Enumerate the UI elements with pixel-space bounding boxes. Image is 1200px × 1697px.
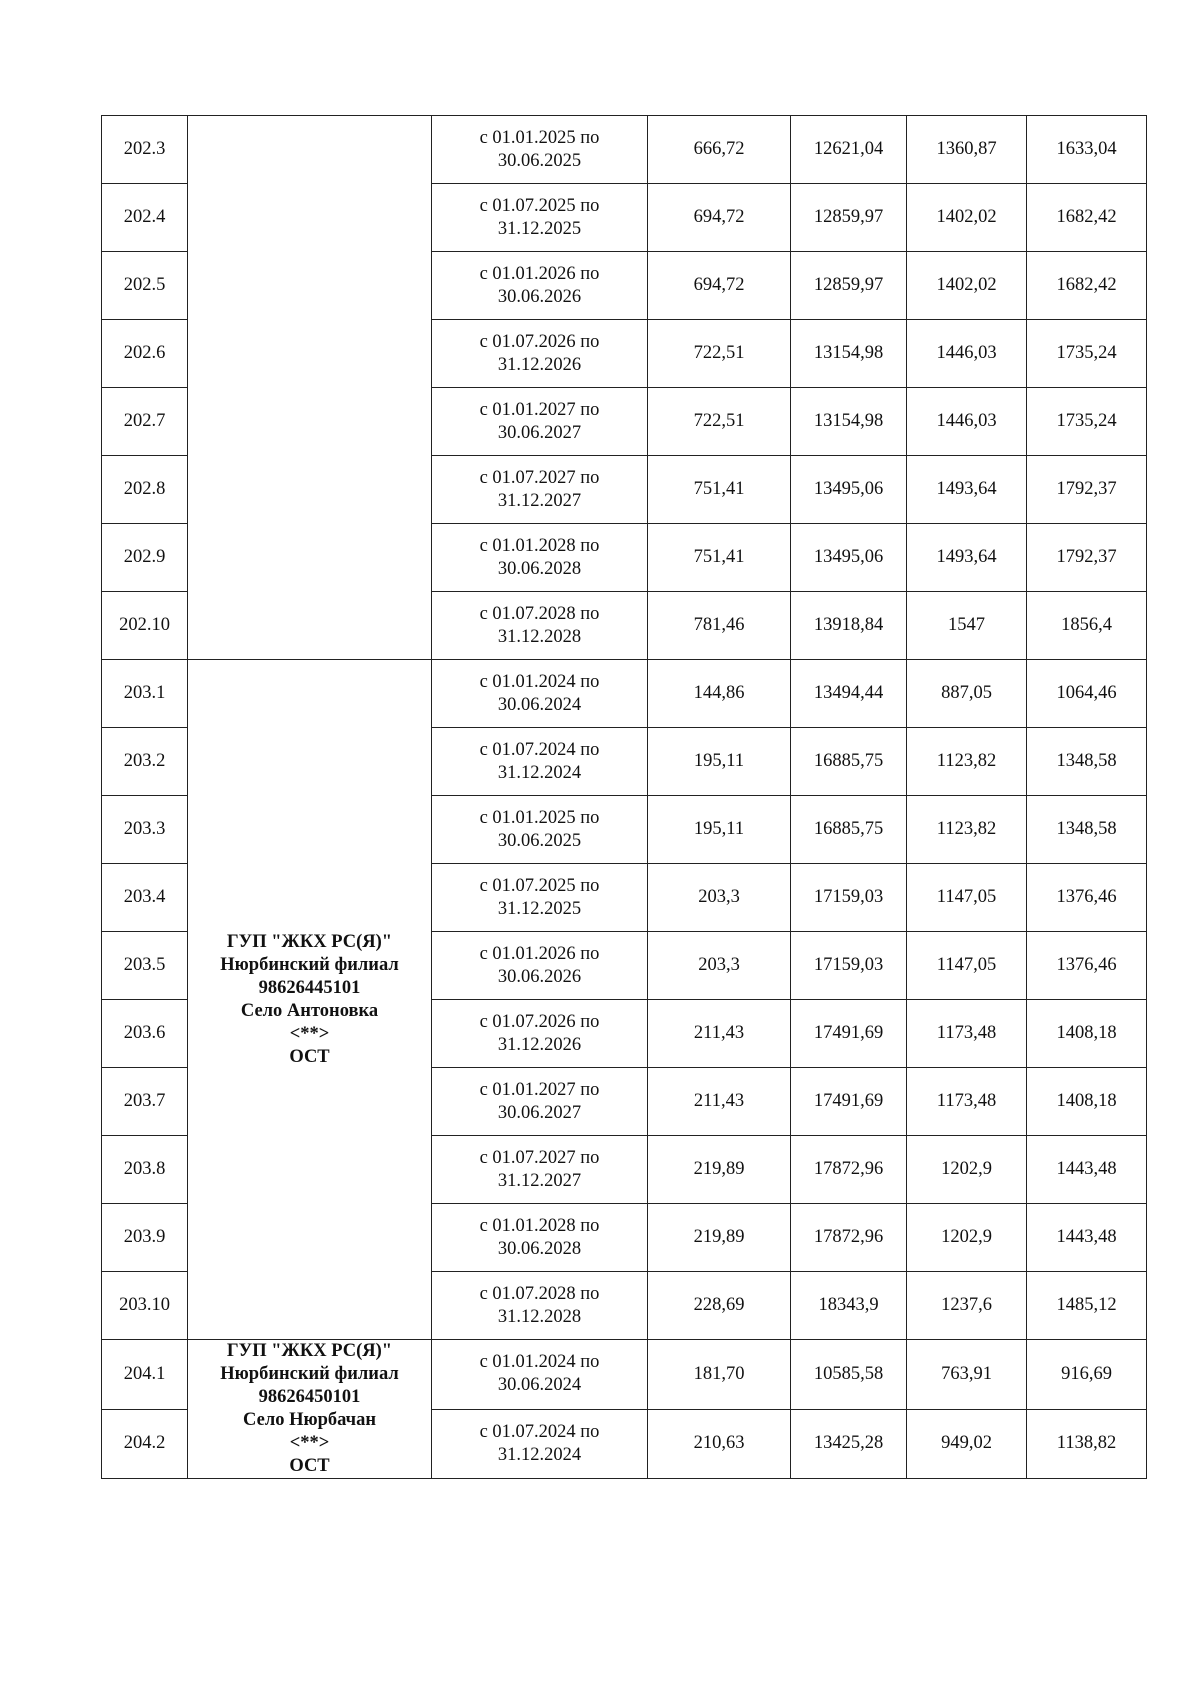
period-start: с 01.07.2025 по [479,875,600,896]
value-cell-3: 1173,48 [907,1068,1027,1136]
period-start: с 01.07.2028 по [479,1283,600,1304]
value-cell-1: 195,11 [648,796,791,864]
org-code: 98626445101 [258,977,361,998]
value-cell-4: 1792,37 [1027,456,1147,524]
period-cell [432,1000,648,1068]
value-cell-4: 1856,4 [1027,592,1147,660]
value-cell-3: 763,91 [907,1340,1027,1410]
value-cell-2: 13918,84 [791,592,907,660]
period-cell [432,1409,648,1479]
period-end: 30.06.2027 [497,1102,582,1123]
value-cell-2: 17159,03 [791,932,907,1000]
value-cell-4: 1138,82 [1027,1409,1147,1479]
value-cell-3: 1237,6 [907,1272,1027,1340]
value-cell-3: 1360,87 [907,116,1027,184]
row-number: 203.7 [102,1068,188,1136]
period-start: с 01.07.2028 по [479,603,600,624]
value-cell-2: 13154,98 [791,388,907,456]
value-cell-2: 13494,44 [791,660,907,728]
period-start: с 01.01.2027 по [479,399,600,420]
value-cell-2: 13154,98 [791,320,907,388]
value-cell-2: 17872,96 [791,1204,907,1272]
period-cell [432,456,648,524]
org-name: ГУП "ЖКХ РС(Я)" [226,1341,393,1361]
row-number: 203.1 [102,660,188,728]
value-cell-1: 211,43 [648,1000,791,1068]
period-end: 31.12.2026 [497,354,582,375]
value-cell-4: 1443,48 [1027,1136,1147,1204]
period-end: 30.06.2026 [497,286,582,307]
value-cell-3: 1147,05 [907,864,1027,932]
value-cell-3: 1402,02 [907,252,1027,320]
value-cell-4: 1443,48 [1027,1204,1147,1272]
value-cell-3: 1123,82 [907,796,1027,864]
value-cell-3: 1493,64 [907,456,1027,524]
period-cell [432,592,648,660]
period-start: с 01.07.2025 по [479,195,600,216]
value-cell-4: 1735,24 [1027,388,1147,456]
org-branch: Нюрбинский филиал [220,1364,399,1384]
value-cell-3: 1202,9 [907,1136,1027,1204]
period-cell [432,1068,648,1136]
value-cell-2: 13425,28 [791,1409,907,1479]
period-end: 31.12.2027 [497,490,582,511]
period-start: с 01.07.2024 по [479,739,600,760]
period-end: 30.06.2025 [497,150,582,171]
value-cell-1: 144,86 [648,660,791,728]
value-cell-4: 1376,46 [1027,932,1147,1000]
row-number: 202.6 [102,320,188,388]
value-cell-1: 181,70 [648,1340,791,1410]
row-number: 202.9 [102,524,188,592]
period-cell [432,320,648,388]
period-end: 31.12.2028 [497,626,582,647]
period-cell [432,524,648,592]
value-cell-3: 1402,02 [907,184,1027,252]
period-cell [432,184,648,252]
value-cell-4: 1376,46 [1027,864,1147,932]
row-number: 202.5 [102,252,188,320]
value-cell-3: 1173,48 [907,1000,1027,1068]
period-end: 30.06.2028 [497,1238,582,1259]
table-row [102,116,1147,184]
value-cell-1: 211,43 [648,1068,791,1136]
value-cell-4: 1408,18 [1027,1000,1147,1068]
period-cell [432,864,648,932]
value-cell-1: 722,51 [648,320,791,388]
period-end: 30.06.2025 [497,830,582,851]
value-cell-2: 16885,75 [791,796,907,864]
org-locality: Село Нюрбачан [243,1410,376,1430]
value-cell-2: 13495,06 [791,524,907,592]
value-cell-4: 1735,24 [1027,320,1147,388]
org-name: ГУП "ЖКХ РС(Я)" [226,931,393,952]
organization-cell-204 [188,1340,432,1479]
value-cell-1: 694,72 [648,252,791,320]
org-system: ОСТ [289,1456,330,1476]
row-number: 203.3 [102,796,188,864]
period-cell [432,796,648,864]
period-start: с 01.01.2027 по [479,1079,600,1100]
period-start: с 01.01.2025 по [479,807,600,828]
row-number: 203.4 [102,864,188,932]
value-cell-2: 17159,03 [791,864,907,932]
period-end: 31.12.2028 [497,1306,582,1327]
value-cell-4: 1792,37 [1027,524,1147,592]
row-number: 203.8 [102,1136,188,1204]
value-cell-1: 203,3 [648,864,791,932]
value-cell-3: 1446,03 [907,320,1027,388]
row-number: 204.2 [102,1409,188,1479]
row-number: 203.5 [102,932,188,1000]
value-cell-1: 203,3 [648,932,791,1000]
org-system: ОСТ [289,1046,330,1067]
value-cell-1: 751,41 [648,524,791,592]
period-start: с 01.07.2027 по [479,1147,600,1168]
value-cell-4: 1348,58 [1027,728,1147,796]
row-number: 203.2 [102,728,188,796]
period-start: с 01.01.2028 по [479,535,600,556]
value-cell-1: 751,41 [648,456,791,524]
value-cell-3: 1202,9 [907,1204,1027,1272]
org-locality: Село Антоновка [240,1000,379,1021]
period-cell [432,728,648,796]
period-cell [432,252,648,320]
value-cell-1: 219,89 [648,1136,791,1204]
period-start: с 01.01.2028 по [479,1215,600,1236]
period-start: с 01.01.2025 по [479,127,600,148]
period-cell [432,1204,648,1272]
period-cell [432,388,648,456]
value-cell-2: 10585,58 [791,1340,907,1410]
period-end: 31.12.2025 [497,218,582,239]
period-start: с 01.01.2026 по [479,263,600,284]
value-cell-2: 16885,75 [791,728,907,796]
organization-cell-202 [188,116,432,660]
row-number: 202.7 [102,388,188,456]
value-cell-4: 1348,58 [1027,796,1147,864]
value-cell-2: 12859,97 [791,252,907,320]
value-cell-2: 12621,04 [791,116,907,184]
period-end: 31.12.2026 [497,1034,582,1055]
value-cell-3: 1446,03 [907,388,1027,456]
period-end: 30.06.2028 [497,558,582,579]
value-cell-1: 228,69 [648,1272,791,1340]
period-start: с 01.01.2024 по [479,671,600,692]
tariff-table-body [102,116,1147,1479]
value-cell-3: 1123,82 [907,728,1027,796]
value-cell-4: 1485,12 [1027,1272,1147,1340]
period-cell [432,1272,648,1340]
period-cell [432,116,648,184]
value-cell-4: 1633,04 [1027,116,1147,184]
period-start: с 01.01.2026 по [479,943,600,964]
value-cell-3: 1493,64 [907,524,1027,592]
value-cell-1: 722,51 [648,388,791,456]
organization-cell-203 [188,660,432,1340]
value-cell-1: 781,46 [648,592,791,660]
row-number: 202.3 [102,116,188,184]
value-cell-3: 949,02 [907,1409,1027,1479]
period-end: 30.06.2027 [497,422,582,443]
row-number: 202.4 [102,184,188,252]
value-cell-2: 18343,9 [791,1272,907,1340]
value-cell-1: 694,72 [648,184,791,252]
period-end: 31.12.2025 [497,898,582,919]
value-cell-4: 1408,18 [1027,1068,1147,1136]
period-start: с 01.01.2024 по [479,1352,600,1373]
value-cell-3: 887,05 [907,660,1027,728]
row-number: 202.10 [102,592,188,660]
value-cell-1: 195,11 [648,728,791,796]
row-number: 203.6 [102,1000,188,1068]
value-cell-4: 1682,42 [1027,252,1147,320]
value-cell-2: 13495,06 [791,456,907,524]
period-end: 30.06.2024 [497,1375,582,1396]
value-cell-4: 1682,42 [1027,184,1147,252]
period-end: 31.12.2024 [497,1444,582,1465]
org-branch: Нюрбинский филиал [220,954,399,975]
period-cell [432,660,648,728]
period-start: с 01.07.2026 по [479,331,600,352]
period-end: 31.12.2024 [497,762,582,783]
row-number: 204.1 [102,1340,188,1410]
table-row [102,660,1147,728]
table-row [102,1340,1147,1410]
org-footnote-mark: <**> [289,1433,330,1453]
period-end: 30.06.2026 [497,966,582,987]
row-number: 203.9 [102,1204,188,1272]
period-cell [432,932,648,1000]
value-cell-2: 17491,69 [791,1000,907,1068]
org-footnote-mark: <**> [289,1023,330,1044]
period-start: с 01.07.2027 по [479,467,600,488]
value-cell-1: 210,63 [648,1409,791,1479]
value-cell-4: 1064,46 [1027,660,1147,728]
value-cell-1: 219,89 [648,1204,791,1272]
value-cell-2: 12859,97 [791,184,907,252]
row-number: 202.8 [102,456,188,524]
value-cell-2: 17872,96 [791,1136,907,1204]
period-end: 30.06.2024 [497,694,582,715]
period-cell [432,1340,648,1410]
value-cell-4: 916,69 [1027,1340,1147,1410]
period-start: с 01.07.2024 по [479,1421,600,1442]
value-cell-3: 1547 [907,592,1027,660]
value-cell-2: 17491,69 [791,1068,907,1136]
period-end: 31.12.2027 [497,1170,582,1191]
value-cell-1: 666,72 [648,116,791,184]
org-code: 98626450101 [258,1387,361,1407]
tariff-table [101,115,1147,1479]
row-number: 203.10 [102,1272,188,1340]
value-cell-3: 1147,05 [907,932,1027,1000]
period-start: с 01.07.2026 по [479,1011,600,1032]
period-cell [432,1136,648,1204]
